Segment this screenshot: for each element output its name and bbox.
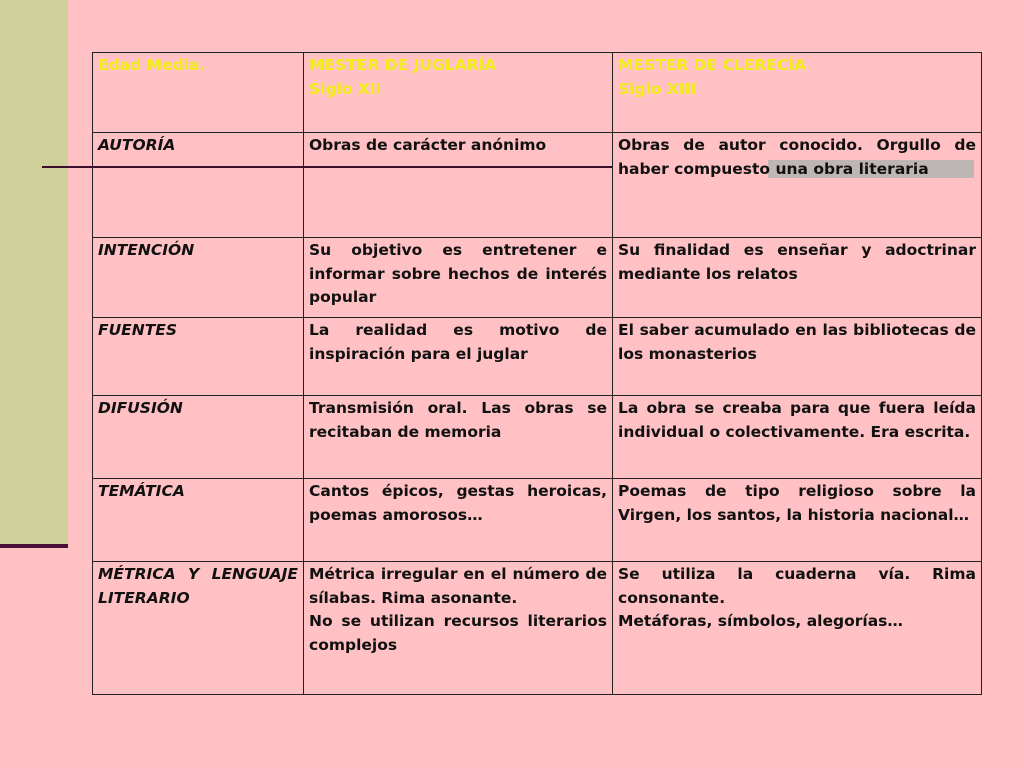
juglaria-cell	[304, 562, 613, 695]
header-mester-juglaria	[304, 53, 613, 133]
header-juglaria-title: MESTER DE JUGLARÍA	[309, 56, 497, 74]
band-underline	[0, 544, 68, 548]
juglaria-cell: Transmisión oral. Las obras se recitaban de memoria	[304, 396, 613, 479]
juglaria-cell: Obras de carácter anónimo	[304, 133, 613, 238]
row-label: FUENTES	[93, 318, 304, 396]
juglaria-metrica-text: Métrica irregular en el número de sílabas. Rima asonante.	[309, 565, 607, 607]
clerecia-cell: El saber acumulado en las bibliotecas de los monasterios	[613, 318, 982, 396]
clerecia-cell: Poemas de tipo religioso sobre la Virgen, los santos, la historia nacional…	[613, 479, 982, 562]
juglaria-cell: Su objetivo es entretener e informar sobre hechos de interés popular	[304, 238, 613, 318]
juglaria-lenguaje-text: No se utilizan recursos literarios complejos	[309, 612, 607, 654]
header-edad-media: Edad Media.	[93, 53, 304, 133]
header-clerecia-title: MESTER DE CLERECÍA	[618, 56, 807, 74]
table-row-fuentes	[93, 318, 982, 396]
table-row-difusion	[93, 396, 982, 479]
clerecia-cell	[613, 562, 982, 695]
clerecia-cell: Obras de autor conocido. Orgullo de haber compuesto una obra literaria	[613, 133, 982, 238]
row-label: INTENCIÓN	[93, 238, 304, 318]
row-label: DIFUSIÓN	[93, 396, 304, 479]
table-row-metrica	[93, 562, 982, 695]
decorative-horizontal-line	[42, 166, 612, 168]
row-label: AUTORÍA	[93, 133, 304, 238]
header-mester-clerecia	[613, 53, 982, 133]
header-clerecia-century: Siglo XIII	[618, 79, 697, 98]
clerecia-cell: Su finalidad es enseñar y adoctrinar mediante los relatos	[613, 238, 982, 318]
table-row-tematica	[93, 479, 982, 562]
clerecia-cell: La obra se creaba para que fuera leída individual o colectivamente. Era escrita.	[613, 396, 982, 479]
clerecia-lenguaje-text: Metáforas, símbolos, alegorías…	[618, 612, 903, 630]
header-juglaria-century: Siglo XII	[309, 79, 382, 98]
comparison-table	[92, 52, 982, 695]
table-row-intencion	[93, 238, 982, 318]
row-label: MÉTRICA Y LENGUAJE LITERARIO	[93, 562, 304, 695]
left-decorative-band	[0, 0, 68, 546]
juglaria-cell: Cantos épicos, gestas heroicas, poemas amorosos…	[304, 479, 613, 562]
table-header-row	[93, 53, 982, 133]
juglaria-cell: La realidad es motivo de inspiración para el juglar	[304, 318, 613, 396]
clerecia-metrica-text: Se utiliza la cuaderna vía. Rima consonante.	[618, 565, 976, 607]
table-row-autoria	[93, 133, 982, 238]
row-label: TEMÁTICA	[93, 479, 304, 562]
